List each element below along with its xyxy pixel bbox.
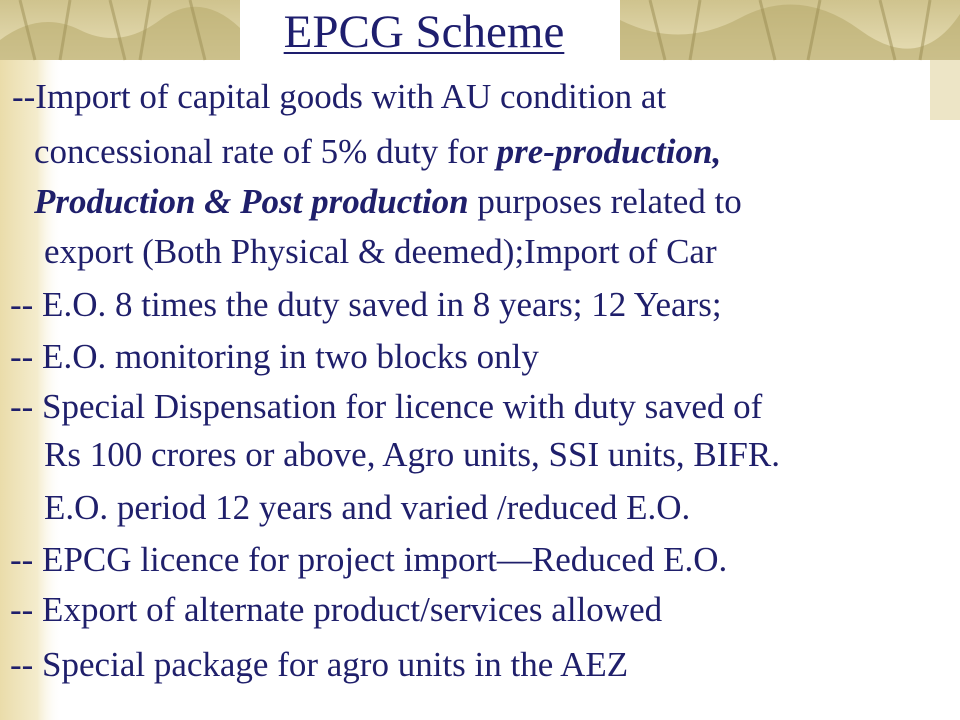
bullet-line-10: -- EPCG licence for project import—Reduced E.O.: [10, 540, 728, 579]
bullet-line-8: Rs 100 crores or above, Agro units, SSI units, BIFR.: [44, 435, 780, 474]
bullet-line-11: -- Export of alternate product/services allowed: [10, 590, 663, 629]
bullet-line-9: E.O. period 12 years and varied /reduced E.O.: [44, 488, 691, 527]
bullet-line-4: export (Both Physical & deemed);Import of Car: [44, 232, 717, 271]
bullet-line-2: concessional rate of 5% duty for pre-production,: [34, 132, 722, 171]
slide-title: EPCG Scheme: [283, 6, 565, 58]
bullet-line-5: -- E.O. 8 times the duty saved in 8 years; 12 Years;: [10, 285, 722, 324]
bullet-line-3: Production & Post production purposes related to: [34, 182, 742, 221]
bullet-line-1: --Import of capital goods with AU condition at: [12, 77, 667, 116]
bullet-line-6: -- E.O. monitoring in two blocks only: [10, 337, 539, 376]
bullet-line-12: -- Special package for agro units in the AEZ: [10, 645, 629, 684]
bullet-line-7: -- Special Dispensation for licence with duty saved of: [10, 387, 763, 426]
